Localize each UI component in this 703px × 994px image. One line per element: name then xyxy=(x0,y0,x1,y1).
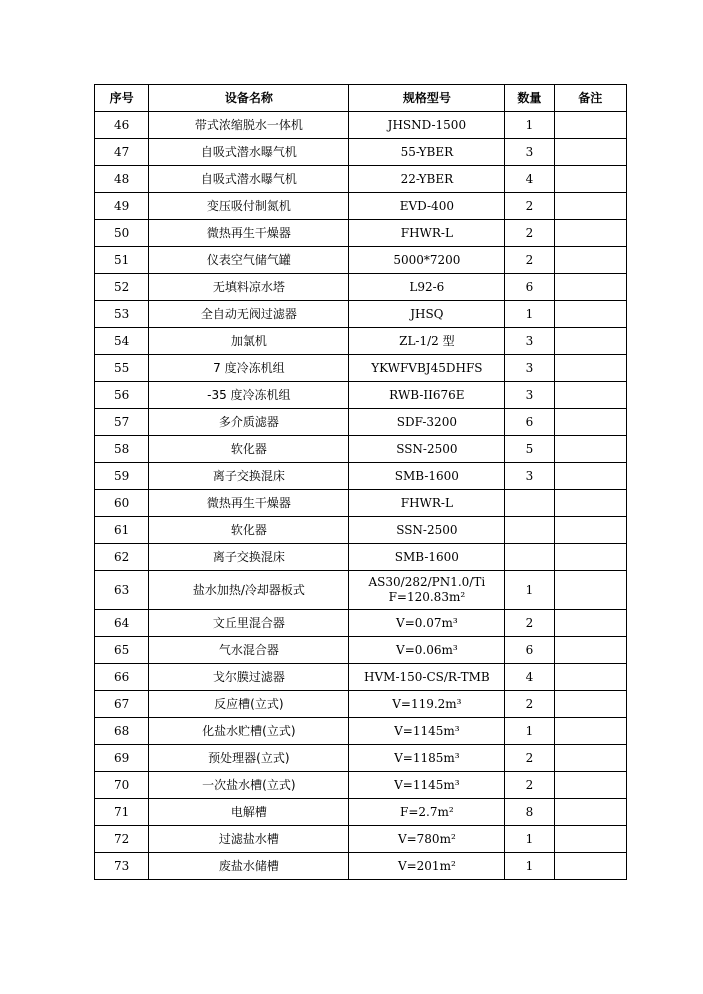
cell-qty: 4 xyxy=(505,664,554,691)
cell-qty: 1 xyxy=(505,301,554,328)
cell-qty: 2 xyxy=(505,610,554,637)
cell-qty: 3 xyxy=(505,355,554,382)
cell-qty: 1 xyxy=(505,571,554,610)
cell-no: 53 xyxy=(95,301,149,328)
cell-no: 46 xyxy=(95,112,149,139)
cell-name: 无填料凉水塔 xyxy=(149,274,349,301)
table-row xyxy=(95,718,627,745)
cell-no: 64 xyxy=(95,610,149,637)
cell-note xyxy=(554,718,626,745)
cell-no: 50 xyxy=(95,220,149,247)
header-note: 备注 xyxy=(554,85,626,112)
cell-spec: V=1185m³ xyxy=(349,745,505,772)
cell-note xyxy=(554,745,626,772)
cell-note xyxy=(554,355,626,382)
cell-note xyxy=(554,490,626,517)
cell-no: 69 xyxy=(95,745,149,772)
cell-name: -35 度冷冻机组 xyxy=(149,382,349,409)
cell-spec: V=1145m³ xyxy=(349,772,505,799)
cell-spec: V=119.2m³ xyxy=(349,691,505,718)
header-spec: 规格型号 xyxy=(349,85,505,112)
cell-note xyxy=(554,517,626,544)
cell-no: 60 xyxy=(95,490,149,517)
cell-note xyxy=(554,220,626,247)
cell-spec: SSN-2500 xyxy=(349,517,505,544)
cell-spec: ZL-1/2 型 xyxy=(349,328,505,355)
cell-qty xyxy=(505,490,554,517)
table-row xyxy=(95,139,627,166)
cell-name: 反应槽(立式) xyxy=(149,691,349,718)
cell-qty: 3 xyxy=(505,382,554,409)
cell-no: 59 xyxy=(95,463,149,490)
table-row xyxy=(95,355,627,382)
cell-name: 微热再生干燥器 xyxy=(149,490,349,517)
spec-line-1: AS30/282/PN1.0/Ti xyxy=(368,575,486,589)
cell-note xyxy=(554,544,626,571)
cell-qty: 2 xyxy=(505,745,554,772)
cell-spec: V=0.07m³ xyxy=(349,610,505,637)
cell-qty xyxy=(505,544,554,571)
table-row xyxy=(95,328,627,355)
cell-spec: 5000*7200 xyxy=(349,247,505,274)
cell-note xyxy=(554,166,626,193)
cell-qty: 5 xyxy=(505,436,554,463)
cell-note xyxy=(554,328,626,355)
table-row xyxy=(95,745,627,772)
cell-qty: 2 xyxy=(505,247,554,274)
cell-name: 过滤盐水槽 xyxy=(149,826,349,853)
cell-name: 化盐水贮槽(立式) xyxy=(149,718,349,745)
table-row xyxy=(95,247,627,274)
cell-note xyxy=(554,436,626,463)
cell-note xyxy=(554,799,626,826)
cell-qty: 2 xyxy=(505,193,554,220)
table-row xyxy=(95,691,627,718)
cell-name: 微热再生干燥器 xyxy=(149,220,349,247)
table-row xyxy=(95,799,627,826)
table-row xyxy=(95,274,627,301)
cell-note xyxy=(554,382,626,409)
cell-qty: 8 xyxy=(505,799,554,826)
cell-note xyxy=(554,664,626,691)
cell-no: 54 xyxy=(95,328,149,355)
cell-spec: FHWR-L xyxy=(349,220,505,247)
table-row xyxy=(95,772,627,799)
cell-spec: V=0.06m³ xyxy=(349,637,505,664)
cell-qty: 3 xyxy=(505,463,554,490)
table-body xyxy=(95,112,627,880)
cell-note xyxy=(554,139,626,166)
cell-spec: RWB-II676E xyxy=(349,382,505,409)
cell-name: 自吸式潜水曝气机 xyxy=(149,139,349,166)
cell-name: 软化器 xyxy=(149,436,349,463)
cell-no: 61 xyxy=(95,517,149,544)
cell-spec: 22-YBER xyxy=(349,166,505,193)
cell-qty: 1 xyxy=(505,853,554,880)
cell-name: 戈尔膜过滤器 xyxy=(149,664,349,691)
table-row xyxy=(95,166,627,193)
spec-line-2: F=120.83m² xyxy=(388,590,466,604)
cell-name: 7 度冷冻机组 xyxy=(149,355,349,382)
cell-note xyxy=(554,610,626,637)
cell-note xyxy=(554,853,626,880)
cell-name: 废盐水储槽 xyxy=(149,853,349,880)
cell-name: 多介质滤器 xyxy=(149,409,349,436)
cell-name: 带式浓缩脱水一体机 xyxy=(149,112,349,139)
cell-note xyxy=(554,193,626,220)
cell-name: 软化器 xyxy=(149,517,349,544)
cell-no: 68 xyxy=(95,718,149,745)
cell-spec: F=2.7m² xyxy=(349,799,505,826)
table-row xyxy=(95,517,627,544)
cell-qty: 4 xyxy=(505,166,554,193)
table-row xyxy=(95,301,627,328)
cell-note xyxy=(554,772,626,799)
cell-name: 电解槽 xyxy=(149,799,349,826)
header-name: 设备名称 xyxy=(149,85,349,112)
cell-no: 48 xyxy=(95,166,149,193)
equipment-table xyxy=(94,84,627,880)
table-row xyxy=(95,409,627,436)
cell-no: 57 xyxy=(95,409,149,436)
table-row xyxy=(95,220,627,247)
cell-no: 62 xyxy=(95,544,149,571)
cell-no: 51 xyxy=(95,247,149,274)
cell-no: 58 xyxy=(95,436,149,463)
cell-note xyxy=(554,112,626,139)
cell-no: 55 xyxy=(95,355,149,382)
table-row xyxy=(95,544,627,571)
cell-no: 73 xyxy=(95,853,149,880)
cell-spec xyxy=(349,571,505,610)
cell-note xyxy=(554,274,626,301)
table-row xyxy=(95,664,627,691)
cell-spec: SDF-3200 xyxy=(349,409,505,436)
cell-name: 文丘里混合器 xyxy=(149,610,349,637)
cell-note xyxy=(554,637,626,664)
cell-no: 52 xyxy=(95,274,149,301)
cell-spec: SMB-1600 xyxy=(349,463,505,490)
header-qty: 数量 xyxy=(505,85,554,112)
cell-no: 47 xyxy=(95,139,149,166)
header-no: 序号 xyxy=(95,85,149,112)
cell-spec: JHSND-1500 xyxy=(349,112,505,139)
cell-qty: 6 xyxy=(505,409,554,436)
cell-no: 70 xyxy=(95,772,149,799)
cell-no: 63 xyxy=(95,571,149,610)
cell-qty: 1 xyxy=(505,826,554,853)
table-row xyxy=(95,610,627,637)
cell-name: 离子交换混床 xyxy=(149,463,349,490)
table-row xyxy=(95,826,627,853)
cell-name: 变压吸付制氮机 xyxy=(149,193,349,220)
cell-name: 加氯机 xyxy=(149,328,349,355)
cell-name: 离子交换混床 xyxy=(149,544,349,571)
cell-no: 66 xyxy=(95,664,149,691)
cell-note xyxy=(554,247,626,274)
cell-no: 65 xyxy=(95,637,149,664)
cell-qty xyxy=(505,517,554,544)
table-row xyxy=(95,490,627,517)
cell-note xyxy=(554,301,626,328)
cell-spec: V=201m² xyxy=(349,853,505,880)
cell-name: 全自动无阀过滤器 xyxy=(149,301,349,328)
table-row xyxy=(95,853,627,880)
cell-spec: EVD-400 xyxy=(349,193,505,220)
cell-spec: SMB-1600 xyxy=(349,544,505,571)
header-row xyxy=(95,85,627,112)
cell-spec: YKWFVBJ45DHFS xyxy=(349,355,505,382)
table-row xyxy=(95,382,627,409)
cell-spec: 55-YBER xyxy=(349,139,505,166)
cell-no: 49 xyxy=(95,193,149,220)
cell-no: 72 xyxy=(95,826,149,853)
table-row xyxy=(95,112,627,139)
cell-note xyxy=(554,826,626,853)
cell-spec: JHSQ xyxy=(349,301,505,328)
table-row xyxy=(95,637,627,664)
cell-no: 67 xyxy=(95,691,149,718)
cell-qty: 6 xyxy=(505,274,554,301)
cell-qty: 1 xyxy=(505,112,554,139)
table-row xyxy=(95,571,627,610)
cell-name: 自吸式潜水曝气机 xyxy=(149,166,349,193)
cell-name: 仪表空气储气罐 xyxy=(149,247,349,274)
cell-no: 56 xyxy=(95,382,149,409)
cell-spec: V=780m² xyxy=(349,826,505,853)
cell-qty: 2 xyxy=(505,691,554,718)
cell-qty: 2 xyxy=(505,220,554,247)
cell-name: 气水混合器 xyxy=(149,637,349,664)
cell-name: 盐水加热/冷却器板式 xyxy=(149,571,349,610)
cell-spec: L92-6 xyxy=(349,274,505,301)
cell-spec: FHWR-L xyxy=(349,490,505,517)
cell-spec: SSN-2500 xyxy=(349,436,505,463)
cell-qty: 3 xyxy=(505,139,554,166)
cell-spec: V=1145m³ xyxy=(349,718,505,745)
table-row xyxy=(95,463,627,490)
cell-note xyxy=(554,463,626,490)
table-row xyxy=(95,193,627,220)
table-row xyxy=(95,436,627,463)
cell-qty: 1 xyxy=(505,718,554,745)
cell-qty: 2 xyxy=(505,772,554,799)
cell-note xyxy=(554,409,626,436)
cell-spec: HVM-150-CS/R-TMB xyxy=(349,664,505,691)
cell-name: 预处理器(立式) xyxy=(149,745,349,772)
cell-name: 一次盐水槽(立式) xyxy=(149,772,349,799)
cell-no: 71 xyxy=(95,799,149,826)
cell-qty: 6 xyxy=(505,637,554,664)
cell-qty: 3 xyxy=(505,328,554,355)
cell-note xyxy=(554,571,626,610)
cell-note xyxy=(554,691,626,718)
